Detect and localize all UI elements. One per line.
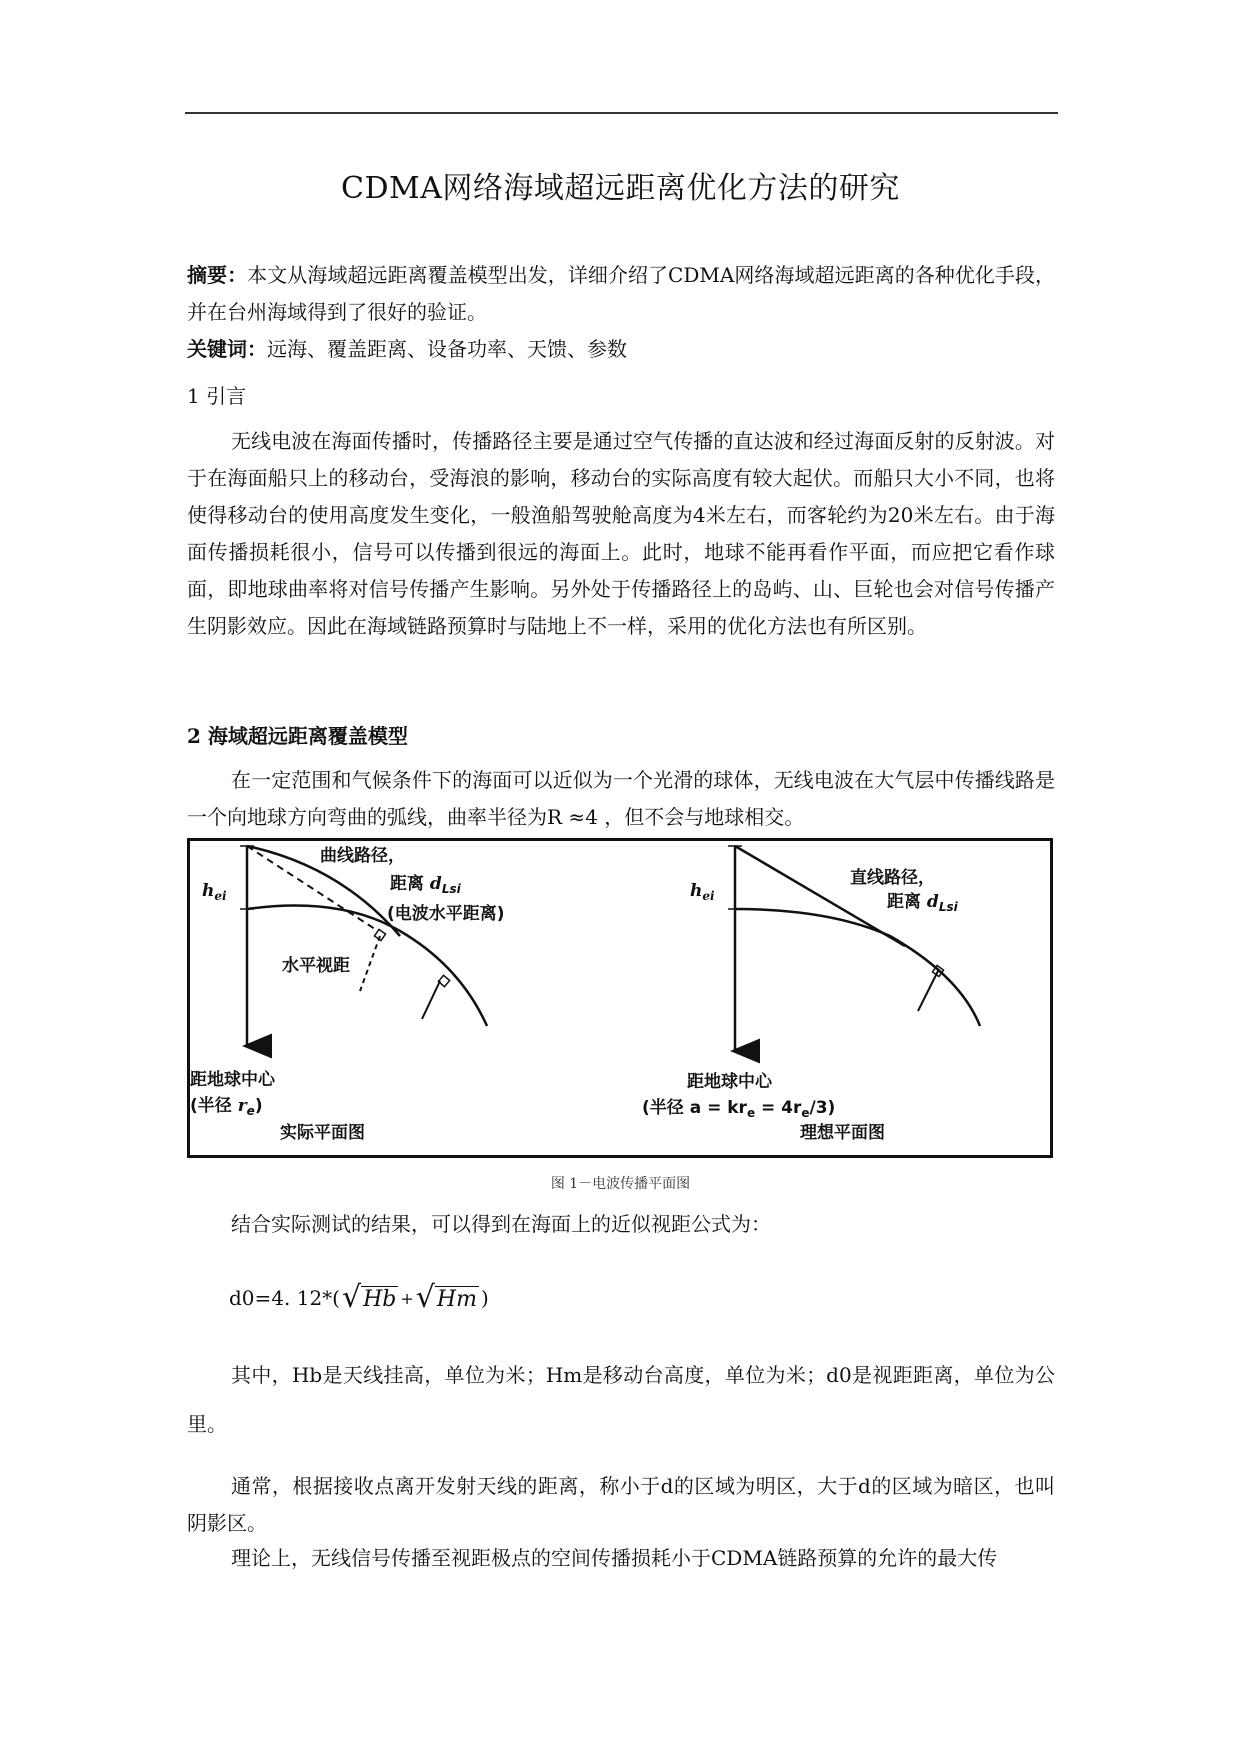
abstract-text: 本文从海域超远距离覆盖模型出发，详细介绍了CDMA网络海域超远距离的各种优化手段，并在台州海域得到了很好的验证。 [187, 263, 1056, 324]
right-center-line2: (半径 $a = kr_e = 4r_e/3$) [642, 1098, 836, 1120]
left-path-line1: 曲线路径， [320, 846, 405, 866]
formula-term1: Hb [363, 1287, 397, 1312]
left-center-line2: (半径 $r_e$) [190, 1096, 263, 1118]
keywords-label: 关键词： [187, 337, 267, 361]
formula-plus: + [400, 1288, 414, 1308]
paper-title: CDMA网络海域超远距离优化方法的研究 [341, 171, 900, 206]
sight-distance-formula [229, 1280, 489, 1315]
formula-explanation: 其中，Hb是天线挂高，单位为米；Hm是移动台高度，单位为米；d0是视距距离，单位为公里。 [187, 1363, 1055, 1436]
result-intro: 结合实际测试的结果，可以得到在海面上的近似视距公式为： [231, 1212, 771, 1236]
right-path-line2: 距离 $d_{Lsi}$ [887, 892, 958, 914]
left-center-line1: 距地球中心 [190, 1070, 275, 1090]
section2-heading: 2 海域超远距离覆盖模型 [187, 724, 408, 748]
formula-prefix: d0=4. 12*( [229, 1286, 340, 1310]
right-center-line1: 距地球中心 [687, 1072, 772, 1092]
right-earth-arc [735, 909, 980, 1026]
abstract-label: 摘要： [187, 263, 248, 287]
sqrt-hb: √ Hb [341, 1280, 397, 1315]
right-path-line1: 直线路径， [850, 868, 935, 888]
sqrt-hm: √ Hm [415, 1280, 477, 1315]
left-path-line2: 距离 $d_{Lsi}$ [390, 874, 461, 896]
right-h-label: $h_{ei}$ [690, 881, 715, 903]
left-horizon-dashed [360, 936, 380, 991]
formula-term2: Hm [436, 1287, 477, 1312]
formula-suffix: ) [480, 1286, 489, 1310]
left-path-line3: (电波水平距离) [387, 904, 505, 924]
keywords [187, 331, 1055, 368]
section2-paragraph: 在一定范围和气候条件下的海面可以近似为一个光滑的球体，无线电波在大气层中传播线路是一个向地球方向弯曲的弧线，曲率半径为R ≈4 ，但不会与地球相交。 [187, 768, 1055, 829]
propagation-diagram [190, 841, 1050, 1155]
figure-caption: 图 1－电波传播平面图 [550, 1176, 691, 1192]
top-rule [185, 112, 1058, 114]
abstract [187, 257, 1055, 331]
right-straight-path [735, 846, 905, 946]
left-figure-name: 实际平面图 [280, 1123, 365, 1143]
propagation-figure [187, 838, 1053, 1158]
zones-paragraph: 通常，根据接收点离开发射天线的距离，称小于d的区域为明区，大于d的区域为暗区，也叫阴影区。 [187, 1474, 1055, 1535]
right-figure-name: 理想平面图 [800, 1123, 885, 1143]
keywords-text: 远海、覆盖距离、设备功率、天馈、参数 [267, 337, 627, 361]
left-h-label: $h_{ei}$ [202, 881, 227, 903]
left-horizon-label: 水平视距 [282, 956, 350, 976]
section1-paragraph: 无线电波在海面传播时，传播路径主要是通过空气传播的直达波和经过海面反射的反射波。对于在海面船只上的移动台，受海浪的影响，移动台的实际高度有较大起伏。而船只大小不同，也将使得移动台的使用高度发生变化，一般渔船驾驶舱高度为4米左右，而客轮约为20米左右。由于海面传播损耗很小，信号可以传播到很远的海面上。此时，地球不能再看作平面，而应把它看作球面，即地球曲率将对信号传播产生影响。另外处于传播路径上的岛屿、山、巨轮也会对信号传播产生阴影效应。因此在海域链路预算时与陆地上不一样，采用的优化方法也有所区别。 [187, 429, 1055, 638]
theory-paragraph: 理论上，无线信号传播至视距极点的空间传播损耗小于CDMA链路预算的允许的最大传 [231, 1546, 998, 1570]
section1-heading: 1 引言 [187, 384, 247, 408]
